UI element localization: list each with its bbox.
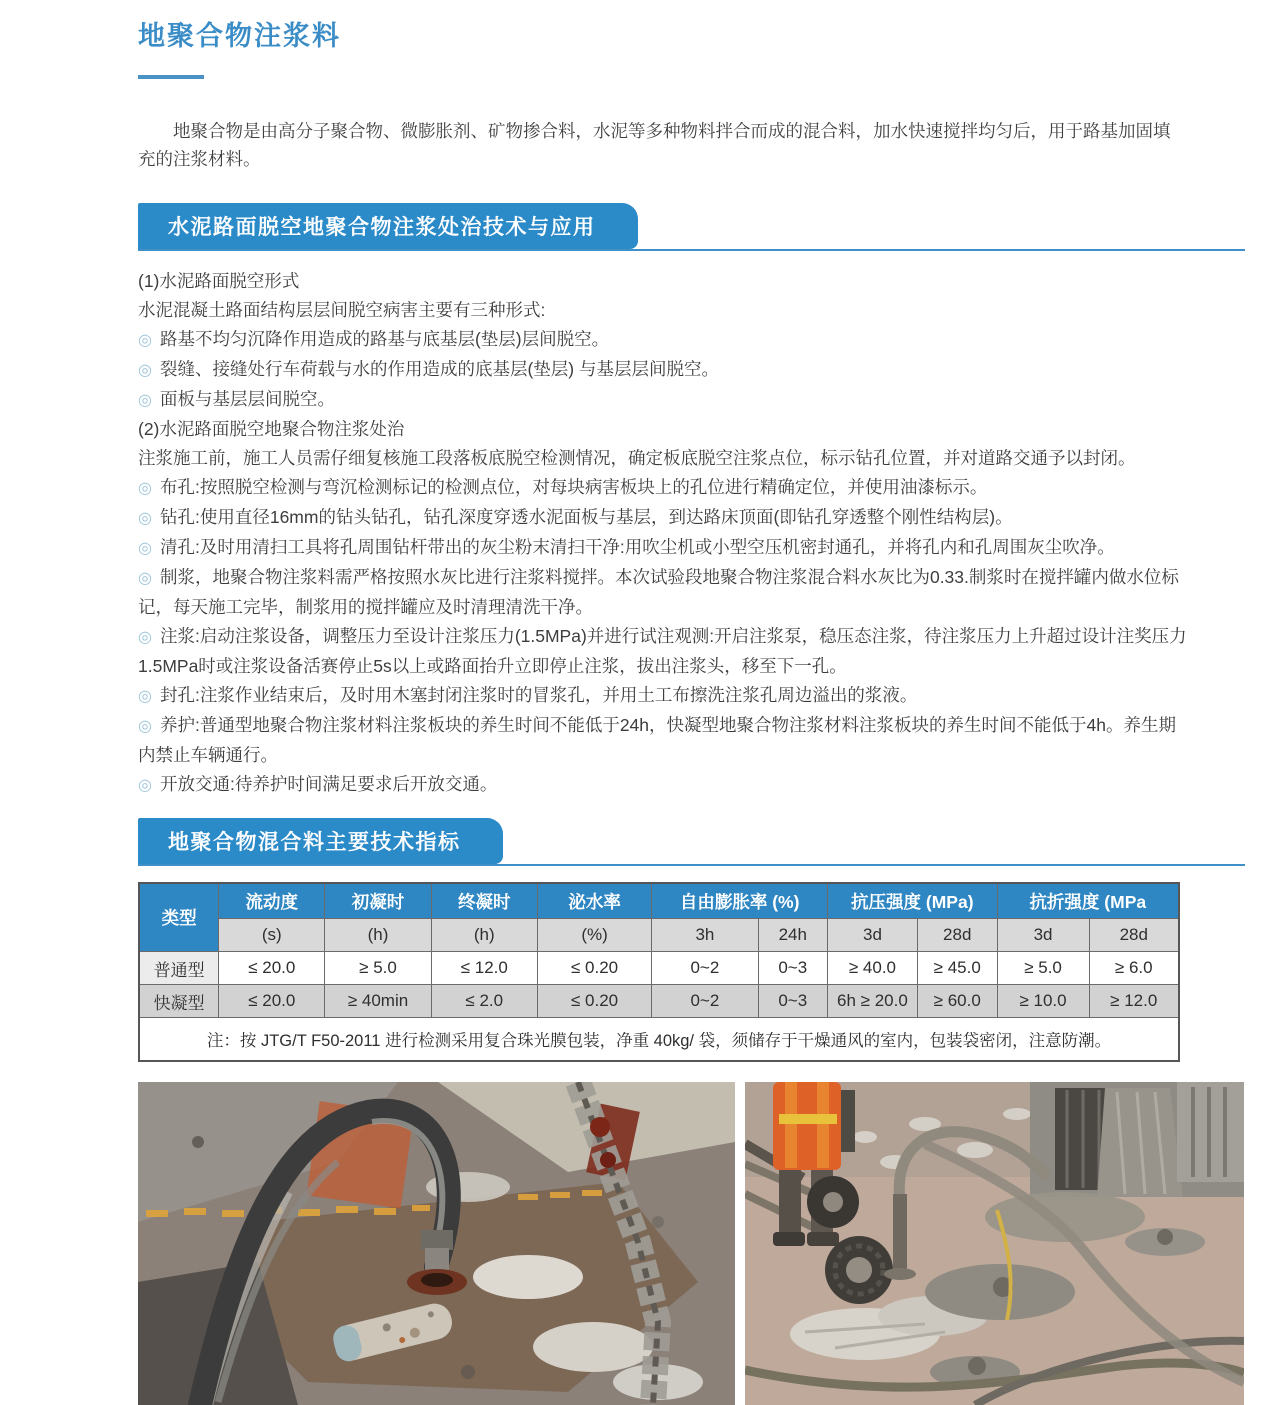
ring-bullet-icon: ◎	[138, 332, 152, 349]
bullet-text: 制浆，地聚合物注浆料需严格按照水灰比进行注浆料搅拌。本次试验段地聚合物注浆混合料水灰比为0.33.制浆时在搅拌罐内做水位标记，每天施工完毕，制浆用的搅拌罐应及时清理清洗干净。	[138, 567, 1179, 617]
paragraph: (2)水泥路面脱空地聚合物注浆处治	[138, 419, 405, 439]
col-header-expansion: 自由膨胀率 (%)	[652, 883, 828, 919]
value-cell: 0~2	[652, 952, 758, 985]
value-cell: 0~3	[758, 985, 827, 1018]
intro-paragraph: 地聚合物是由高分子聚合物、微膨胀剂、矿物掺合料，水泥等多种物料拌合而成的混合料，加水快速搅拌均匀后，用于路基加固填充的注浆材料。	[138, 121, 1171, 169]
value-cell: ≥ 5.0	[325, 952, 431, 985]
photo-row	[138, 1082, 1244, 1405]
value-cell: ≥ 40.0	[828, 952, 918, 985]
bullet-item	[138, 533, 1188, 563]
bullet-item	[138, 622, 1188, 681]
row-label: 快凝型	[139, 985, 219, 1018]
value-cell: 0~2	[652, 985, 758, 1018]
col-header-final-set: 终凝时	[431, 883, 537, 919]
bullet-text: 裂缝、接缝处行车荷载与水的作用造成的底基层(垫层) 与基层层间脱空。	[159, 359, 719, 379]
photo-grouting-site-image	[745, 1082, 1244, 1405]
ring-bullet-icon: ◎	[138, 540, 152, 557]
ring-bullet-icon: ◎	[138, 688, 152, 705]
bullet-item	[138, 681, 1188, 711]
ring-bullet-icon: ◎	[138, 510, 152, 527]
photo-grout-hose	[138, 1082, 735, 1405]
row-label: 普通型	[139, 952, 219, 985]
table-note: 注：按 JTG/T F50-2011 进行检测采用复合珠光膜包装，净重 40kg/ 袋，须储存于干燥通风的室内，包装袋密闭，注意防潮。	[139, 1018, 1179, 1062]
spec-table	[138, 882, 1180, 1062]
unit-cell: 28d	[1089, 919, 1179, 952]
table-note-row	[139, 1018, 1179, 1062]
value-cell: ≥ 60.0	[917, 985, 997, 1018]
bullet-text: 封孔:注浆作业结束后，及时用木塞封闭注浆时的冒浆孔，并用土工布擦洗注浆孔周边溢出的浆液。	[159, 685, 918, 705]
page-title: 地聚合物注浆料	[138, 21, 341, 51]
ring-bullet-icon: ◎	[138, 480, 152, 497]
paragraph: (1)水泥路面脱空形式	[138, 271, 300, 291]
bullet-text: 开放交通:待养护时间满足要求后开放交通。	[159, 774, 498, 794]
value-cell: ≤ 20.0	[219, 985, 325, 1018]
bullet-item	[138, 711, 1188, 770]
ring-bullet-icon: ◎	[138, 362, 152, 379]
ring-bullet-icon: ◎	[138, 570, 152, 587]
section1-banner: 水泥路面脱空地聚合物注浆处治技术与应用	[138, 203, 638, 249]
unit-cell: 3d	[997, 919, 1089, 952]
paragraph: 注浆施工前，施工人员需仔细复核施工段落板底脱空检测情况，确定板底脱空注浆点位，标示钻孔位置，并对道路交通予以封闭。	[138, 448, 1136, 468]
value-cell: ≥ 10.0	[997, 985, 1089, 1018]
title-underline	[138, 75, 204, 79]
unit-cell: 3d	[828, 919, 918, 952]
ring-bullet-icon: ◎	[138, 392, 152, 409]
unit-cell: (h)	[325, 919, 431, 952]
unit-cell: 28d	[917, 919, 997, 952]
section2-banner: 地聚合物混合料主要技术指标	[138, 818, 503, 864]
value-cell: ≤ 0.20	[537, 952, 651, 985]
col-header-type: 类型	[139, 883, 219, 952]
unit-cell: (%)	[537, 919, 651, 952]
value-cell: ≥ 12.0	[1089, 985, 1179, 1018]
ring-bullet-icon: ◎	[138, 777, 152, 794]
bullet-text: 清孔:及时用清扫工具将孔周围钻杆带出的灰尘粉末清扫干净:用吹尘机或小型空压机密封通孔，并将孔内和孔周围灰尘吹净。	[159, 537, 1115, 557]
unit-cell: (s)	[219, 919, 325, 952]
table-units-row	[139, 919, 1179, 952]
value-cell: ≤ 2.0	[431, 985, 537, 1018]
col-header-fluidity: 流动度	[219, 883, 325, 919]
value-cell: 6h ≥ 20.0	[828, 985, 918, 1018]
value-cell: ≥ 40min	[325, 985, 431, 1018]
bullet-item	[138, 503, 1188, 533]
value-cell: ≤ 12.0	[431, 952, 537, 985]
bullet-item	[138, 770, 1188, 800]
bullet-item	[138, 563, 1188, 622]
value-cell: 0~3	[758, 952, 827, 985]
value-cell: ≥ 45.0	[917, 952, 997, 985]
unit-cell: 3h	[652, 919, 758, 952]
bullet-text: 钻孔:使用直径16mm的钻头钻孔，钻孔深度穿透水泥面板与基层，到达路床顶面(即钻孔穿透整个刚性结构层)。	[159, 507, 1013, 527]
bullet-item	[138, 355, 1188, 385]
col-header-initial-set: 初凝时	[325, 883, 431, 919]
paragraph: 水泥混凝土路面结构层层间脱空病害主要有三种形式:	[138, 300, 546, 320]
bullet-item	[138, 473, 1188, 503]
bullet-text: 养护:普通型地聚合物注浆材料注浆板块的养生时间不能低于24h，快凝型地聚合物注浆材料注浆板块的养生时间不能低于4h。养生期内禁止车辆通行。	[138, 715, 1176, 765]
table-row-fast	[139, 985, 1179, 1018]
col-header-flexural: 抗折强度 (MPa	[997, 883, 1179, 919]
unit-cell: (h)	[431, 919, 537, 952]
col-header-bleeding: 泌水率	[537, 883, 651, 919]
bullet-text: 面板与基层层间脱空。	[159, 389, 335, 409]
ring-bullet-icon: ◎	[138, 629, 152, 646]
value-cell: ≥ 5.0	[997, 952, 1089, 985]
section1-header	[138, 203, 1245, 251]
bullet-item	[138, 325, 1188, 355]
bullet-item	[138, 385, 1188, 415]
table-row-normal	[139, 952, 1179, 985]
section1-body	[138, 267, 1188, 800]
bullet-text: 注浆:启动注浆设备，调整压力至设计注浆压力(1.5MPa)并进行试注观测:开启注浆泵，稳压态注浆，待注浆压力上升超过设计注奖压力1.5MPa时或注浆设备活赛停止5s以上或路面抬升立即停止注浆，拔出注浆头，移至下一孔。	[138, 626, 1187, 676]
col-header-compressive: 抗压强度 (MPa)	[828, 883, 998, 919]
value-cell: ≤ 20.0	[219, 952, 325, 985]
value-cell: ≥ 6.0	[1089, 952, 1179, 985]
photo-grouting-site	[745, 1082, 1244, 1405]
unit-cell: 24h	[758, 919, 827, 952]
ring-bullet-icon: ◎	[138, 718, 152, 735]
table-header-row	[139, 883, 1179, 919]
bullet-text: 布孔:按照脱空检测与弯沉检测标记的检测点位，对每块病害板块上的孔位进行精确定位，并使用油漆标示。	[159, 477, 988, 497]
bullet-text: 路基不均匀沉降作用造成的路基与底基层(垫层)层间脱空。	[159, 329, 610, 349]
section2-header	[138, 818, 1245, 866]
photo-grout-hose-image	[138, 1082, 735, 1405]
value-cell: ≤ 0.20	[537, 985, 651, 1018]
